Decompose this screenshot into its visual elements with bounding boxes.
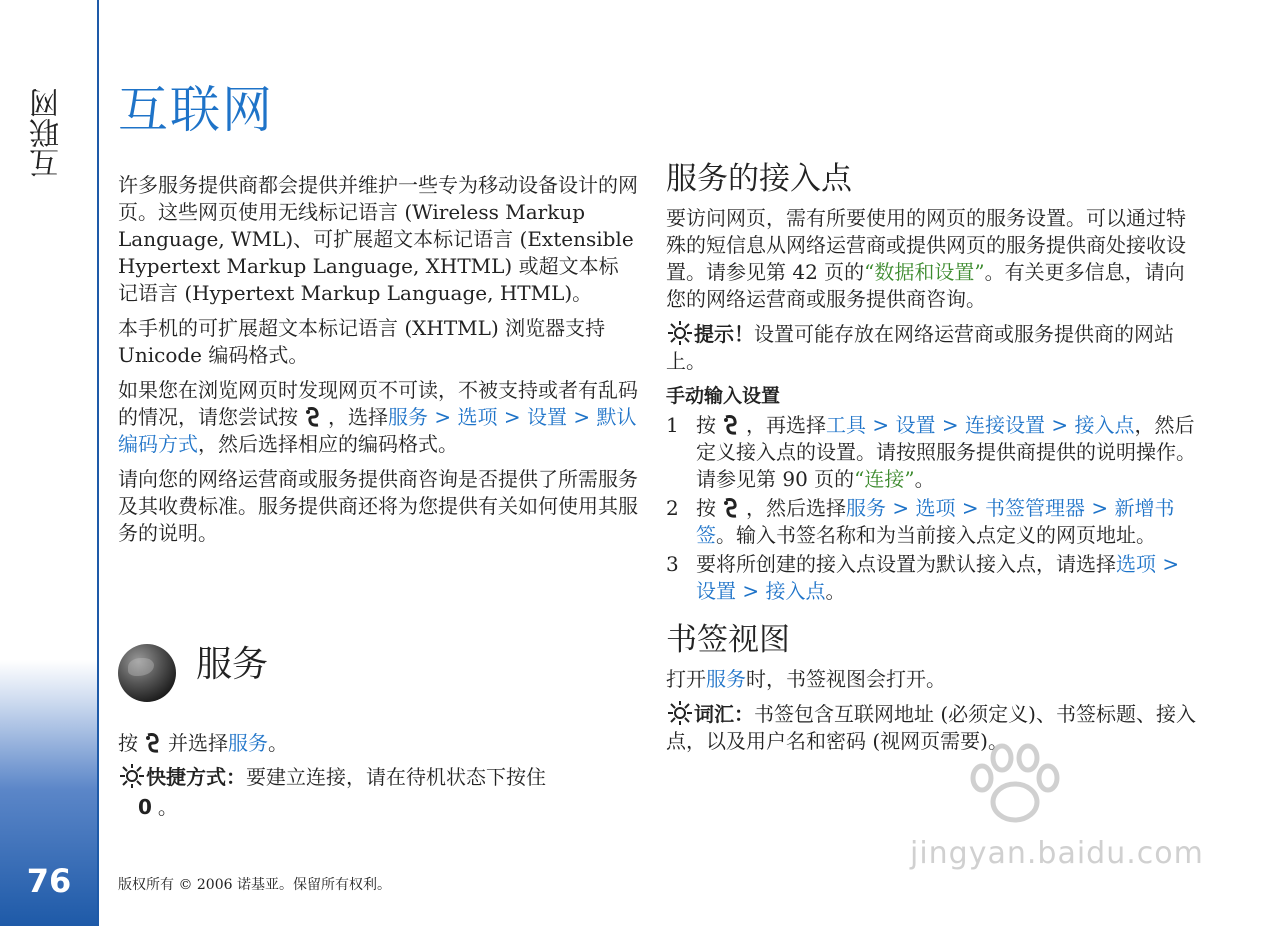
link-new-bookmark[interactable]: 新增书签 [696,496,1175,547]
link-services[interactable]: 服务 [846,496,886,520]
intro-paragraph: 许多服务提供商都会提供并维护一些专为移动设备设计的网页。这些网页使用无线标记语言 (Wireless Markup Language, WML)、可扩展超文本标记语言 (Extensible Hypertext Markup Language, XHTML) 或超文本标记语言 (Hypertext Markup Language, HTML)。 [118,173,638,305]
link-settings[interactable]: 设置 [895,413,936,437]
tip-label: 快捷方式： [146,765,246,789]
tip-label: 词汇： [694,702,754,726]
unicode-paragraph: 本手机的可扩展超文本标记语言 (XHTML) 浏览器支持 Unicode 编码格式。 [118,316,606,367]
tip-bulb-icon [666,321,694,345]
bookmarks-paragraph [666,666,1196,693]
separator: > [886,496,916,520]
text: 如果您在浏览网页时发现网页不可读，不被支持或者有乱码的情况，请您尝试按 [118,378,638,429]
services-heading: 服务 [196,644,269,685]
text: 。 [268,731,288,755]
consult-paragraph: 请向您的网络运营商或服务提供商咨询是否提供了所需服务及其收费标准。服务提供商还将为您提供有关如何使用其服务的说明。 [118,467,638,545]
menu-key-icon [142,732,164,754]
text: 按 [696,413,716,437]
link-services[interactable]: 服务 [706,667,746,691]
text: 。输入书签名称和为当前接入点定义的网页地址。 [716,523,1156,547]
text: 书签包含互联网地址 (必须定义)、书签标题、接入点，以及用户名和密码 (视网页需要)。 [666,702,1196,753]
section-label: 互联网 [30,88,65,178]
access-points-heading: 服务的接入点 [666,161,852,197]
text: 时，书签视图会打开。 [746,667,946,691]
link-data-settings[interactable]: “数据和设置” [864,260,985,284]
page-title: 互联网 [118,81,274,139]
separator: > [566,405,597,429]
shortcut-tip [118,762,638,822]
text: 按 [696,496,716,520]
services-instruction [118,728,638,758]
separator: > [955,496,985,520]
link-connection[interactable]: “连接” [854,467,915,491]
manual-settings-heading: 手动输入设置 [666,385,781,407]
step-number: 3 [666,552,679,576]
text: 。有关更多信息，请向您的网络运营商或服务提供商咨询。 [666,260,1185,311]
link-settings[interactable]: 设置 [526,405,567,429]
text: ，然后选择 [746,496,846,520]
separator: > [1156,552,1180,576]
text: ，选择 [328,405,388,429]
text: 要将所创建的接入点设置为默认接入点，请选择 [696,552,1116,576]
steps-list [666,412,1196,605]
right-column [666,161,1196,763]
separator: > [935,413,965,437]
text: ，然后定义接入点的设置。请按照服务提供商提供的说明操作。请参见第 90 页的 [696,413,1196,491]
link-settings[interactable]: 设置 [696,579,736,603]
link-services[interactable]: 服务 [388,405,428,429]
list-item [666,412,1196,493]
link-options[interactable]: 选项 [457,405,498,429]
access-points-paragraph [666,205,1196,313]
text: 设置可能存放在网络运营商或服务提供商的网站上。 [666,322,1174,373]
zero-key: 0 [138,795,152,819]
tip-bulb-icon [118,764,146,788]
separator: > [736,579,766,603]
encoding-paragraph [118,377,638,458]
globe-icon [118,644,176,702]
link-access-points[interactable]: 接入点 [1074,413,1135,437]
separator: > [866,413,896,437]
services-body [118,728,638,826]
step-number: 1 [666,413,679,437]
list-item [666,551,1196,605]
text: ，再选择 [746,413,826,437]
separator: > [1044,413,1075,437]
watermark-text: jingyan.baidu.com [910,836,1204,871]
text: 。 [914,467,935,491]
text: 要建立连接，请在待机状态下按住 [246,765,546,789]
link-access-points[interactable]: 接入点 [765,579,826,603]
list-item [666,495,1196,549]
separator: > [1084,496,1115,520]
menu-key-icon [302,406,324,428]
page-number: 76 [26,862,72,900]
step-number: 2 [666,496,679,520]
link-tools[interactable]: 工具 [826,413,866,437]
link-connection-settings[interactable]: 连接设置 [964,413,1045,437]
copyright-footer: 版权所有 © 2006 诺基亚。保留所有权利。 [118,877,391,893]
text: 按 [118,731,138,755]
hint-tip [666,321,1196,375]
text: 并选择 [168,731,228,755]
menu-key-icon [720,414,742,436]
separator: > [497,405,527,429]
link-options[interactable]: 选项 [1116,552,1156,576]
link-services[interactable]: 服务 [228,731,268,755]
text: 打开 [666,667,706,691]
text: 。 [157,795,178,819]
text: 要访问网页，需有所要使用的网页的服务设置。可以通过特殊的短信息从网络运营商或提供网页的服务提供商处接收设置。请参见第 42 页的 [666,206,1186,284]
left-column [118,172,638,555]
tip-bulb-icon [666,701,694,725]
link-default-encoding[interactable]: 默认编码方式 [118,405,637,456]
bookmarks-heading: 书签视图 [666,622,790,658]
text: ，然后选择相应的编码格式。 [198,432,458,456]
link-options[interactable]: 选项 [915,496,956,520]
tip-label: 提示！ [694,322,754,346]
sidebar-divider [97,0,99,926]
glossary-tip [666,701,1196,755]
separator: > [428,405,458,429]
link-bookmark-manager[interactable]: 书签管理器 [984,496,1085,520]
text: 。 [825,579,846,603]
menu-key-icon [720,497,742,519]
